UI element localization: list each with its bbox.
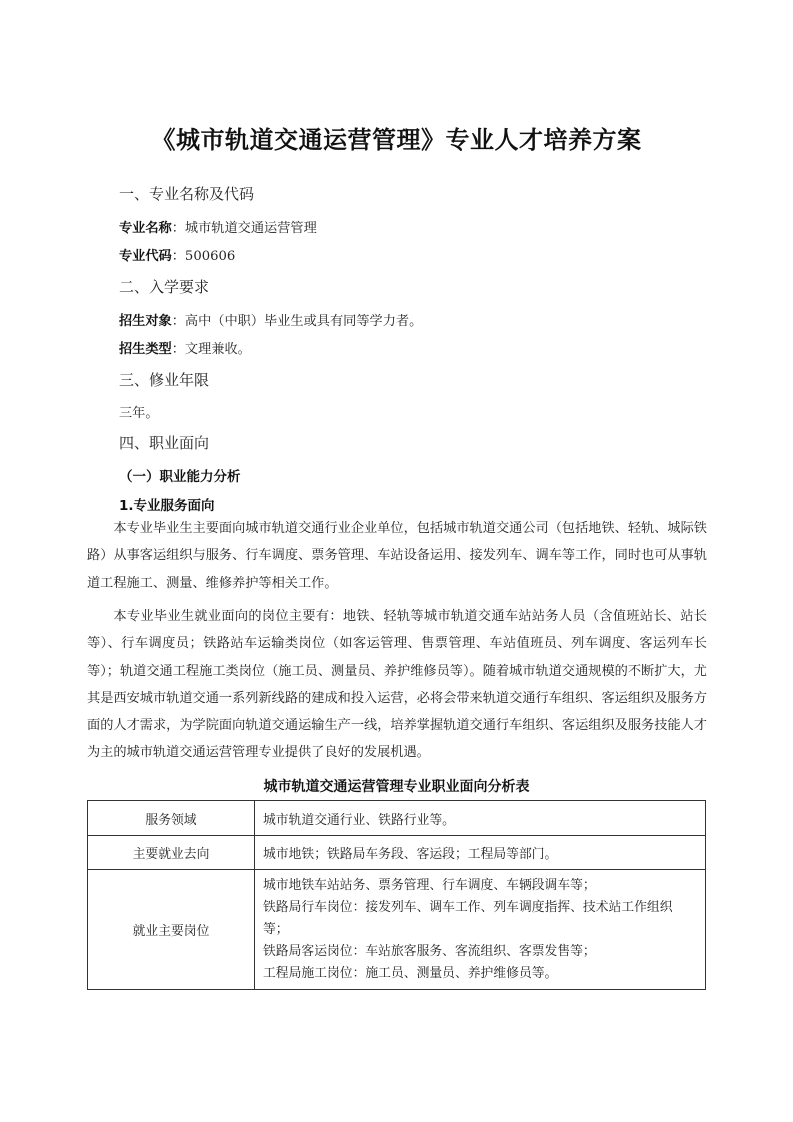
position-line: 铁路局客运岗位：车站旅客服务、客流组织、客票发售等；: [263, 943, 596, 959]
major-code-value: ：500606: [171, 249, 236, 264]
paragraph-service-orientation: 本专业毕业生主要面向城市轨道交通行业企业单位，包括城市轨道交通公司（包括地铁、轻轨、城际铁路）从事客运组织与服务、行车调度、票务管理、车站设备运用、接发列车、调车等工作，同时也可从事轨道工程施工、测量、维修养护等相关工作。: [87, 521, 707, 591]
table-cell-value: [255, 870, 706, 990]
subheading-ability-analysis: （一）职业能力分析: [119, 469, 241, 485]
table-row: [88, 870, 706, 990]
position-line: 工程局施工岗位：施工员、测量员、养护维修员等。: [263, 965, 558, 981]
table-title: 城市轨道交通运营管理专业职业面向分析表: [263, 779, 530, 795]
career-analysis-table: [87, 800, 706, 990]
table-cell-value: 城市地铁；铁路局车务段、客运段；工程局等部门。: [255, 836, 706, 870]
major-name-line: [119, 217, 317, 236]
section-heading-major: 一、专业名称及代码: [119, 185, 255, 203]
section-heading-duration: 三、修业年限: [119, 371, 210, 389]
admission-type-label: 招生类型: [119, 342, 172, 357]
position-line: 铁路局行车岗位：接发列车、调车工作、列车调度指挥、技术站工作组织等；: [263, 899, 673, 937]
section-heading-career: 四、职业面向: [119, 434, 210, 452]
admission-target-label: 招生对象: [119, 314, 172, 329]
section-heading-admission: 二、入学要求: [119, 278, 210, 296]
subheading-service-orientation: 1.专业服务面向: [119, 498, 215, 514]
admission-type-line: [119, 338, 251, 357]
table-row: [88, 836, 706, 870]
admission-type-value: ：文理兼收。: [171, 342, 251, 357]
major-code-label: 专业代码: [119, 249, 172, 264]
table-cell-key: 就业主要岗位: [88, 870, 255, 990]
table-cell-key: 服务领域: [88, 801, 255, 836]
major-name-label: 专业名称: [119, 221, 172, 236]
paragraph-job-positions: 本专业毕业生就业面向的岗位主要有：地铁、轻轨等城市轨道交通车站站务人员（含值班站长、站长等）、行车调度员；铁路站车运输类岗位（如客运管理、售票管理、车站值班员、列车调度、客运列车长等）；轨道交通工程施工类岗位（施工员、测量员、养护维修员等）。随着城市轨道交通规模的不断扩大，尤其是西安城市轨道交通一系列新线路的建成和投入运营，必将会带来轨道交通行车组织、客运组织及服务方面的人才需求，为学院面向轨道交通运输生产一线，培养掌握轨道交通行车组织、客运组织及服务技能人才为主的城市轨道交通运营管理专业提供了良好的发展机遇。: [87, 609, 707, 761]
document-title: 《城市轨道交通运营管理》专业人才培养方案: [151, 125, 642, 154]
position-line: 城市地铁车站站务、票务管理、行车调度、车辆段调车等；: [263, 877, 596, 893]
table-cell-key: 主要就业去向: [88, 836, 255, 870]
major-code-line: [119, 245, 235, 264]
table-row: [88, 801, 706, 836]
admission-target-line: [119, 310, 422, 329]
major-name-value: ：城市轨道交通运营管理: [171, 221, 317, 236]
table-cell-value: 城市轨道交通行业、铁路行业等。: [255, 801, 706, 836]
admission-target-value: ：高中（中职）毕业生或具有同等学力者。: [171, 314, 423, 329]
duration-value: 三年。: [119, 406, 159, 421]
